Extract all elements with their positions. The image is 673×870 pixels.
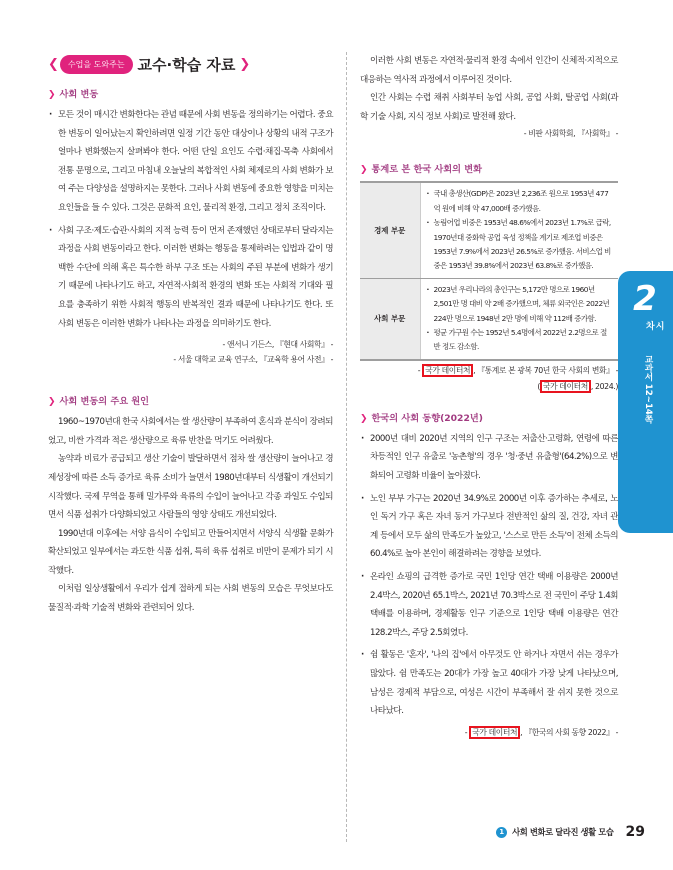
section-heading-causes: ❯ 사회 변동의 주요 원인 bbox=[48, 396, 150, 408]
source-citation: - 서울 대학교 교육 연구소, 『교육학 용어 사전』 - bbox=[173, 355, 333, 365]
list-item: · 쉼 활동은 '혼자', '나의 집'에서 아무것도 안 하거나 자면서 쉬는 경우가 많았다. 쉼 만족도는 20대가 가장 높고 40대가 가장 낮게 나타났으며, 남성은 경제적 부담으로, 여성은 시간이 부족해서 잘 쉬지 못한 것으로 나타났다. bbox=[360, 646, 618, 720]
lesson-side-tab bbox=[618, 271, 673, 533]
chevron-left-icon: ❮ bbox=[48, 56, 59, 72]
section-heading-social-change: ❯ 사회 변동 bbox=[48, 89, 99, 100]
list-item: · 온라인 쇼핑의 급격한 증가로 국민 1인당 연간 택배 이용량은 2000년 2.4박스, 2020년 65.1박스, 2021년 70.3박스로 전 국민이 주당 1.4회 택배를 이용하며, 경제활동 인구 기준으로 1인당 택배 이용량은 연간 128.2박스, 주당 2.5회였다. bbox=[360, 568, 618, 642]
highlight-box: 국가 데이터처 bbox=[540, 380, 591, 393]
list-item: · 2023년 우리나라의 총인구는 5,172만 명으로 1960년 2,501만 명 대비 약 2배 증가했으며, 체류 외국인은 2022년 224만 명으로 1948년 2만 명에 비해 약 112배 증가함. bbox=[427, 283, 613, 326]
table-row bbox=[360, 182, 618, 278]
statistics-table bbox=[360, 181, 618, 360]
arrow-right-icon: ❯ bbox=[48, 90, 56, 100]
highlight-box: 국가 데이터처 bbox=[469, 726, 520, 739]
paragraph: 1990년대 이후에는 서양 음식이 수입되고 만들어지면서 서양식 식생활 문화가 확산되었고 일부에서는 과도한 식품 섭취, 특히 육류 섭취로 비만이 문제가 되기 시작했다. bbox=[48, 528, 333, 576]
page-footer bbox=[455, 823, 645, 841]
section-heading-statistics: ❯ 통계로 본 한국 사회의 변화 bbox=[360, 164, 482, 176]
right-column bbox=[360, 52, 618, 740]
row-category: 경제 부문 bbox=[360, 182, 420, 278]
source-citation: ( 국가 데이터처 , 2024.) bbox=[537, 381, 618, 391]
header-title: 교수·학습 자료 bbox=[137, 55, 236, 74]
list-item: · 평균 가구원 수는 1952년 5.4명에서 2022년 2.2명으로 절반 정도 감소함. bbox=[427, 326, 613, 355]
column-divider bbox=[346, 52, 347, 842]
paragraph: 이러한 사회 변동은 자연적·물리적 환경 속에서 인간이 신체적·지적으로 대응하는 역사적 과정에서 이루어진 것이다. bbox=[360, 56, 618, 85]
material-header bbox=[48, 52, 333, 76]
paragraph: 농약과 비료가 공급되고 생산 기술이 발달하면서 점차 쌀 생산량이 늘어나고 경제성장에 따른 소득 증가로 육류 소비가 늘면서 1980년대부터 식생활이 개선되기 시작했다. 국제 무역을 통해 밀가루와 육류의 수입이 늘어나고 각종 과일도 수입되면서 식품 섭취가 다양화되었고 사람들의 영양 상태도 개선되었다. bbox=[48, 454, 333, 521]
paragraph: 인간 사회는 수렵 채취 사회부터 농업 사회, 공업 사회, 탈공업 사회(과학 기술 사회, 지식 정보 사회)로 발전해 왔다. bbox=[360, 93, 618, 122]
trend-list bbox=[360, 430, 618, 721]
list-item: · 사회 구조·제도·습관·사회의 지적 능력 등이 먼저 존재했던 상태로부터 달라지는 과정을 사회 변동이라고 한다. 이러한 변화는 행동을 통제하려는 입법과 같이 명백한 수단에 의해 혹은 특수한 하부 구조 또는 사회의 주된 부분에 변화가 생기기 때문에 나타나기도 하고, 자연적·사회적 환경의 변화 또는 사회적 기대와 필요를 충족하기 위한 사회적 행동의 반복적인 결과 때문에 나타나기도 한다. 또 사회 변동은 이러한 변화가 나타나는 과정을 의미하기도 한다. bbox=[48, 222, 333, 334]
textbook-pages: 교과서 12~14쪽 bbox=[643, 355, 653, 424]
paragraph: 1960~1970년대 한국 사회에서는 쌀 생산량이 부족하여 혼식과 분식이 장려되었고, 비싼 가격과 적은 생산량으로 육류 반찬을 먹기도 어려웠다. bbox=[48, 417, 333, 446]
left-column bbox=[48, 52, 333, 618]
unit-title: 사회 변화로 달라진 생활 모습 bbox=[512, 827, 614, 837]
section-heading-trends: ❯ 한국의 사회 동향(2022년) bbox=[360, 412, 483, 424]
source-citation: - 국가 데이터처 , 『통계로 본 광복 70년 한국 사회의 변화』 - bbox=[417, 365, 618, 375]
paragraph: 이처럼 일상생활에서 우리가 쉽게 접하게 되는 사회 변동의 모습은 무엇보다도 물질적·과학 기술적 변화와 관련되어 있다. bbox=[48, 584, 333, 614]
page-number: 29 bbox=[625, 824, 645, 840]
header-badge: 수업을 도와주는 bbox=[60, 55, 133, 74]
list-item: · 모든 것이 매시간 변화한다는 관념 때문에 사회 변동을 정의하기는 어렵다. 중요한 변동이 일어났는지 확인하려면 일정 기간 동안 대상이나 상황의 내적 구조가 얼마나 변화했는지 살펴봐야 한다. 어떤 단일 요인도 수렵·채집·목축 사회에서 전통 문명으로, 그리고 마침내 오늘날의 복합적인 사회 체제로의 사회 변화가 보여 주는 다양성을 설명하지는 못한다. 그러나 사회 변동에 중요한 영향을 미치는 요인들을 들 수 있다. 그것은 문화적 요인, 물리적 환경, 그리고 정치 조직이다. bbox=[48, 106, 333, 218]
chevron-right-icon: ❯ bbox=[239, 56, 251, 72]
list-item: · 국내 총생산(GDP)은 2023년 2,236조 원으로 1953년 477억 원에 비해 약 47,000배 증가했음. bbox=[427, 187, 613, 216]
source-citation: - 비판 사회학회, 『사회학』 - bbox=[523, 129, 618, 139]
source-citation: - 앤서니 기든스, 『현대 사회학』 - bbox=[222, 340, 333, 350]
lesson-number: 2 bbox=[633, 279, 657, 319]
arrow-right-icon: ❯ bbox=[48, 397, 56, 408]
arrow-right-icon: ❯ bbox=[360, 413, 368, 424]
highlight-box: 국가 데이터처 bbox=[422, 364, 473, 377]
arrow-right-icon: ❯ bbox=[360, 165, 368, 176]
row-category: 사회 부문 bbox=[360, 278, 420, 360]
source-citation: - 국가 데이터처 , 『한국의 사회 동향 2022』 - bbox=[464, 727, 618, 737]
table-row bbox=[360, 278, 618, 360]
unit-number-badge: 1 bbox=[496, 827, 507, 838]
social-change-list bbox=[48, 106, 333, 333]
lesson-unit: 차시 bbox=[646, 322, 666, 332]
list-item: · 농림어업 비중은 1953년 48.6%에서 2023년 1.7%로 급락, 1970년대 중화학 공업 육성 정책을 계기로 제조업 비중은 1953년 7.9%에서 2023년 26.5%로 증가했음. 서비스업 비중은 1953년 39.8%에서 2023년 63.8%로 증가했음. bbox=[427, 216, 613, 274]
list-item: · 노인 부부 가구는 2020년 34.9%로 2000년 이후 증가하는 추세로, 노인 독거 가구 혹은 자녀 동거 가구보다 전반적인 삶의 질, 건강, 자녀 관계 등에서 모두 삶의 만족도가 높았고, '스스로 만든 소득'이 전체 소득의 60.4%로 높아 본인이 해결하려는 경향을 보였다. bbox=[360, 490, 618, 564]
list-item: · 2000년 대비 2020년 지역의 인구 구조는 저출산·고령화, 연령에 따른 차등적인 인구 유출로 '농촌형'의 경우 '청·중년 유출형'(64.2%)으로 변화되어 고령화 비율이 높아졌다. bbox=[360, 430, 618, 486]
